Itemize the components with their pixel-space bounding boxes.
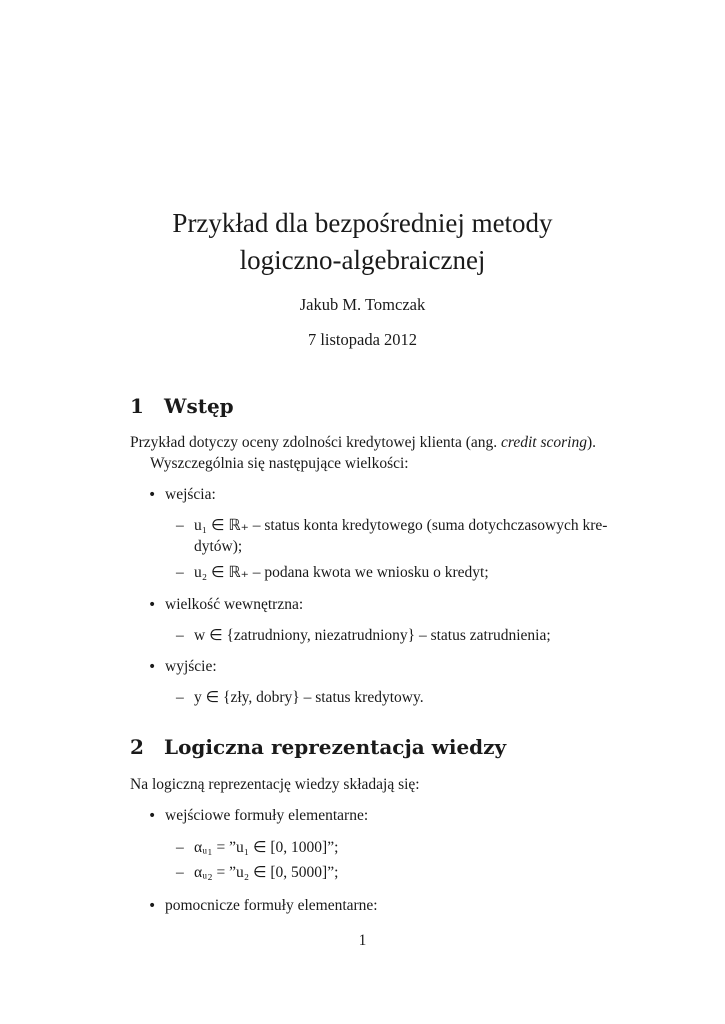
sub-item-text: y ∈ {zły, dobry} – status kredytowy. [194, 689, 424, 706]
page-number: 1 [358, 932, 367, 949]
sub-item-text: w ∈ {zatrudniony, niezatrudniony} – status zatrudnienia; [194, 627, 551, 644]
section-title: Wstęp [164, 394, 234, 418]
bullet-icon: • [148, 597, 157, 613]
section-1-intro [130, 433, 596, 453]
formula: αᵤ₁ = ”u₁ ∈ [0, 1000]”; [194, 839, 339, 856]
section-number: 1 [130, 394, 144, 418]
list-item-label: pomocnicze formuły elementarne: [165, 897, 378, 914]
dash-icon: – [176, 689, 184, 706]
intro-text: Przykład dotyczy oceny zdolności kredytowej klienta (ang. [130, 434, 502, 451]
sub-item-text-continued: dytów); [194, 538, 243, 555]
list-item-label: wyjście: [165, 658, 217, 675]
dash-icon: – [176, 517, 184, 534]
section-2-heading [130, 735, 506, 759]
dash-icon: – [176, 864, 184, 881]
list-item-label: wejścia: [165, 486, 216, 503]
section-1-heading [130, 394, 234, 418]
date: 7 listopada 2012 [307, 330, 418, 349]
formula: αᵤ₂ = ”u₂ ∈ [0, 5000]”; [194, 864, 339, 881]
section-title: Logiczna reprezentacja wiedzy [164, 735, 507, 759]
bullet-icon: • [148, 808, 157, 824]
intro-text-end: ). [587, 434, 597, 451]
dash-icon: – [176, 564, 184, 581]
section-1-intro-line-2: Wyszczególnia się następujące wielkości: [150, 455, 409, 472]
title-line-2: logiczno-algebraicznej [239, 245, 486, 275]
bullet-icon: • [148, 898, 157, 914]
section-number: 2 [130, 735, 144, 759]
intro-italic-term: credit scoring [501, 434, 587, 451]
list-item-label: wielkość wewnętrzna: [165, 596, 304, 613]
dash-icon: – [176, 839, 184, 856]
list-item-label: wejściowe formuły elementarne: [165, 807, 369, 824]
author: Jakub M. Tomczak [299, 295, 426, 314]
section-2-intro: Na logiczną reprezentację wiedzy składają się: [130, 776, 420, 793]
title-line-1: Przykład dla bezpośredniej metody [172, 208, 553, 238]
bullet-icon: • [148, 659, 157, 675]
dash-icon: – [176, 627, 184, 644]
bullet-icon: • [148, 487, 157, 503]
sub-item-text: u₁ ∈ ℝ₊ – status konta kredytowego (suma dotychczasowych kre- [194, 517, 608, 534]
sub-item-text: u₂ ∈ ℝ₊ – podana kwota we wniosku o kredyt; [194, 564, 489, 581]
